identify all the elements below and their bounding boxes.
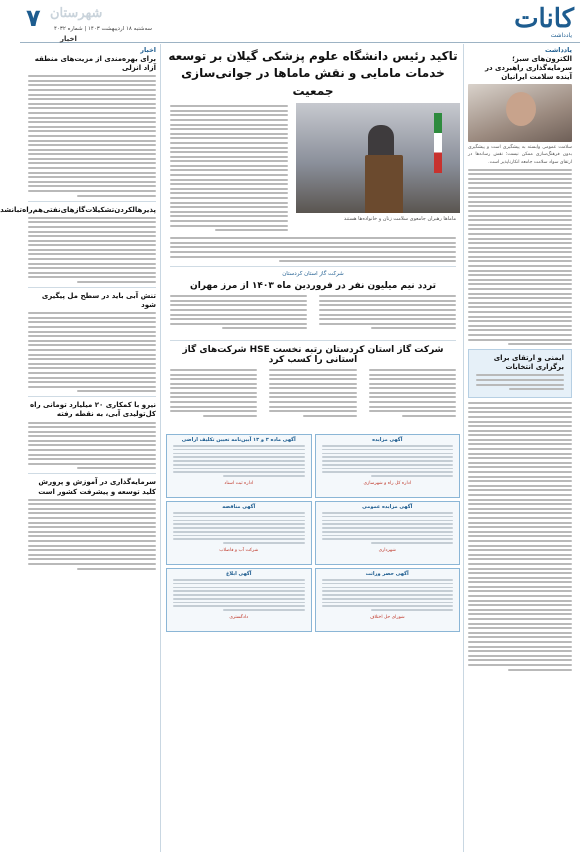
main-headline: تاکید رئیس دانشگاه علوم پزشکی گیلان بر توسعه خدمات مامایی و نقش ماماها در جوانی‌سازی جمعیت [168, 49, 458, 98]
brand-logo: کانات [514, 4, 574, 34]
classified-ads [166, 434, 460, 852]
secondary-kicker: شرکت گاز استان کردستان [282, 271, 344, 278]
left-headline-5: سرمایه‌گذاری در آموزش و پرورش کلید توسعه و پیشرفت کشور است [38, 478, 156, 496]
ad-box: آگهی مزایده اداره کل راه و شهرسازی [315, 434, 461, 498]
right-text-block [468, 169, 572, 346]
left-headline-4: نیرو با کمکاری ۲۰ میلیارد تومانی راه کل‌تولیدی آبی، به نقطه رفته [30, 401, 156, 419]
secondary-headline: تردد نیم میلیون نفر در فروردین ماه ۱۴۰۳ از مرز مهران [190, 281, 436, 292]
speaker-figure [368, 125, 394, 159]
podium [365, 155, 403, 213]
section-label: اخبار [60, 35, 77, 43]
right-promo-box [468, 349, 572, 398]
masthead [20, 0, 580, 43]
ad-box: آگهی حصر وراثت شورای حل اختلاف [315, 568, 461, 632]
brand-tag: یادداشت [550, 32, 572, 39]
main-photo [296, 103, 460, 213]
left-headline-3: تنش آبی باید در سطح مل پیگیری شود [41, 292, 156, 310]
main-story-text [170, 105, 288, 231]
left-headline-1: برای بهره‌مندی از مزیت‌های منطقه آزاد انزلی [34, 55, 156, 73]
secondary-text-b [170, 295, 307, 332]
flag-icon [434, 113, 442, 173]
right-headline: الکترون‌های سبز؛ سرمایه‌گذاری راهبردی در آینده سلامت ایرانیان [484, 55, 572, 82]
paper-name: شهرستان [50, 6, 103, 21]
photo-caption: ماماها رهبران جامعوی سلامت زنان و خانواده‌ها هستند [343, 216, 456, 223]
dateline: سه‌شنبه ۱۸ اردیبهشت ۱۴۰۳ | شماره ۴۰۳۲ [54, 26, 153, 32]
left-column [0, 44, 161, 852]
ad-box: آگهی ابلاغ دادگستری [166, 568, 312, 632]
right-body: سلامت عمومی وابسته به پیشگیری است و پیشگیری بدون فرهنگ‌سازی ممکن نیست؛ نقش رسانه‌ها در ارتقای سواد سلامت جامعه انکارناپذیر است. [468, 145, 572, 165]
ad-box: آگهی مناقصه شرکت آب و فاضلاب [166, 501, 312, 565]
right-column [463, 44, 576, 852]
left-kicker: اخبار [140, 46, 156, 54]
ad-box: آگهی ماده ۳ و ۱۳ آیین‌نامه تعیین تکلیف اراضی اداره ثبت اسناد [166, 434, 312, 498]
center-column [166, 44, 460, 852]
right-text-block-2 [468, 402, 572, 670]
secondary-text-a [319, 295, 456, 332]
right-second-headline: ایمنی و ارتقای برای برگزاری انتخابات [493, 354, 564, 372]
author-portrait [468, 84, 572, 142]
main-story-text-2 [170, 237, 456, 262]
left-headline-2: پذیرهالکردن‌تشکیلات‌گازهای‌نفتی‌هم‌راه‌تبانشد [0, 205, 156, 214]
page-number: ۷ [26, 4, 41, 32]
ad-box: آگهی مزایده عمومی شهرداری [315, 501, 461, 565]
tertiary-headline: شرکت گاز استان کردستان رتبه نخست HSE شرکت‌های گاز استانی را کسب کرد [182, 344, 444, 365]
right-kicker: یادداشت [544, 46, 572, 54]
